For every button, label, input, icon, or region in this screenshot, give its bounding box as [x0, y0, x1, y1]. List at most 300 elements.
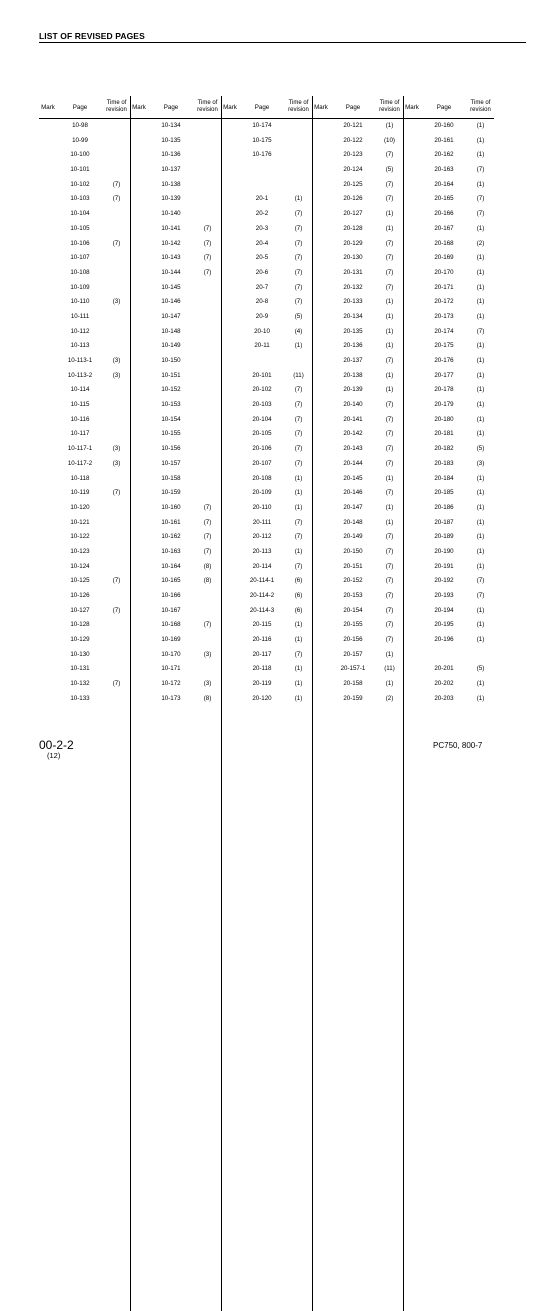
revision-cell — [194, 486, 221, 501]
column-group — [312, 589, 403, 604]
page-cell: 20-125 — [343, 180, 363, 188]
mark-cell — [403, 354, 421, 369]
column-group — [39, 310, 130, 325]
page-cell: 20-108 — [252, 474, 272, 482]
column-group — [312, 237, 403, 252]
column-group — [39, 134, 130, 149]
page-cell: 20-139 — [343, 386, 363, 394]
table-row — [39, 192, 494, 207]
column-group — [312, 134, 403, 149]
revision-cell — [194, 192, 221, 207]
column-group — [39, 560, 130, 575]
revision-cell: (1) — [476, 122, 485, 129]
column-group — [403, 222, 494, 237]
mark-cell — [312, 574, 330, 589]
page-cell: 20-137 — [343, 357, 363, 364]
column-group — [39, 633, 130, 648]
table-row — [39, 648, 494, 663]
mark-cell — [39, 413, 57, 428]
column-group — [221, 662, 312, 677]
revision-cell: (1) — [476, 254, 485, 262]
mark-cell — [403, 692, 421, 707]
page-cell: 10-98 — [72, 122, 88, 129]
page-cell: 20-168 — [434, 239, 454, 247]
mark-cell — [403, 413, 421, 428]
mark-cell — [403, 516, 421, 531]
column-group — [312, 178, 403, 193]
page-cell: 20-107 — [252, 459, 272, 467]
column-group — [403, 427, 494, 442]
page-cell: 10-132 — [70, 680, 90, 688]
header-page: Page — [163, 104, 179, 111]
page-cell: 10-168 — [161, 621, 181, 629]
mark-cell — [403, 266, 421, 281]
column-group — [39, 618, 130, 633]
column-group — [130, 442, 221, 457]
page-cell: 20-192 — [434, 577, 454, 585]
revision-cell — [194, 662, 221, 677]
column-group — [130, 207, 221, 222]
mark-cell — [39, 178, 57, 193]
column-group — [221, 266, 312, 281]
table-row — [39, 413, 494, 428]
page-cell: 20-185 — [434, 489, 454, 497]
page-cell: 10-139 — [161, 195, 181, 203]
revision-cell — [194, 472, 221, 487]
column-group — [130, 266, 221, 281]
mark-cell — [221, 618, 239, 633]
revision-cell — [103, 472, 130, 487]
page-cell: 20-181 — [434, 430, 454, 438]
table-row — [39, 163, 494, 178]
page-cell: 20-124 — [343, 166, 363, 174]
column-group — [403, 134, 494, 149]
mark-cell — [130, 237, 148, 252]
revision-cell: (7) — [385, 577, 394, 585]
mark-cell — [130, 222, 148, 237]
column-group — [403, 354, 494, 369]
page-cell: 20-114-3 — [249, 606, 275, 614]
column-group — [403, 692, 494, 707]
column-group — [221, 148, 312, 163]
table-row — [39, 207, 494, 222]
mark-cell — [39, 207, 57, 222]
revision-cell — [103, 530, 130, 545]
page-cell: 10-147 — [161, 312, 181, 320]
column-group — [403, 472, 494, 487]
column-group — [221, 339, 312, 354]
mark-cell — [403, 662, 421, 677]
revision-cell — [103, 662, 130, 677]
table-row — [39, 545, 494, 560]
revision-cell — [103, 383, 130, 398]
mark-cell — [403, 589, 421, 604]
column-group — [312, 618, 403, 633]
column-group — [221, 310, 312, 325]
column-group — [39, 178, 130, 193]
page-cell: 20-191 — [434, 562, 454, 570]
mark-cell — [39, 237, 57, 252]
mark-cell — [130, 295, 148, 310]
page-cell: 10-117-1 — [67, 445, 93, 453]
mark-cell — [312, 369, 330, 384]
column-group — [130, 574, 221, 589]
column-group — [403, 281, 494, 296]
column-group — [130, 545, 221, 560]
revision-cell: (1) — [476, 312, 485, 320]
mark-cell — [403, 339, 421, 354]
revision-cell: (7) — [385, 239, 394, 247]
column-group — [403, 266, 494, 281]
column-group — [403, 574, 494, 589]
mark-cell — [221, 207, 239, 222]
page-cell: 20-173 — [434, 312, 454, 320]
table-row — [39, 692, 494, 707]
page-cell: 20-141 — [343, 415, 363, 423]
column-group — [312, 516, 403, 531]
revision-cell: (7) — [385, 195, 394, 203]
column-group — [130, 501, 221, 516]
page-cell: 10-169 — [161, 636, 181, 644]
revision-cell — [194, 354, 221, 369]
mark-cell — [221, 178, 239, 193]
mark-cell — [130, 560, 148, 575]
table-row — [39, 574, 494, 589]
header-time: Time of revision — [470, 100, 491, 113]
column-group — [221, 192, 312, 207]
mark-cell — [403, 574, 421, 589]
mark-cell — [403, 472, 421, 487]
mark-cell — [130, 618, 148, 633]
revision-cell — [103, 618, 130, 633]
page-cell: 10-157 — [161, 459, 181, 467]
mark-cell — [221, 134, 239, 149]
page-cell: 10-146 — [161, 298, 181, 306]
mark-cell — [39, 398, 57, 413]
column-group — [312, 692, 403, 707]
page-cell: 20-195 — [434, 621, 454, 629]
mark-cell — [221, 604, 239, 619]
revision-cell: (1) — [385, 371, 394, 379]
column-group — [221, 516, 312, 531]
revision-cell: (1) — [294, 489, 303, 497]
mark-cell — [312, 339, 330, 354]
revision-cell — [103, 692, 130, 707]
revision-cell: (3) — [112, 459, 121, 467]
column-group — [130, 148, 221, 163]
revision-cell: (7) — [203, 254, 212, 262]
column-group — [221, 618, 312, 633]
column-group — [312, 501, 403, 516]
column-group — [221, 633, 312, 648]
mark-cell — [312, 530, 330, 545]
page-cell: 20-103 — [252, 401, 272, 409]
page-cell: 10-129 — [70, 636, 90, 644]
page-cell: 10-119 — [70, 489, 90, 497]
page-cell: 20-2 — [255, 210, 269, 218]
mark-cell — [403, 237, 421, 252]
page-cell: 20-187 — [434, 518, 454, 526]
mark-cell — [221, 677, 239, 692]
revision-cell: (11) — [384, 665, 395, 673]
column-group — [403, 589, 494, 604]
mark-cell — [130, 192, 148, 207]
header-time: Time of revision — [197, 100, 218, 113]
column-group — [403, 662, 494, 677]
revision-cell: (8) — [203, 694, 212, 702]
revision-cell: (5) — [476, 445, 485, 453]
column-group — [221, 369, 312, 384]
revision-cell: (1) — [294, 547, 303, 555]
revision-cell: (7) — [385, 430, 394, 438]
page-cell: 10-142 — [161, 239, 181, 247]
revision-cell: (1) — [476, 503, 485, 511]
mark-cell — [312, 618, 330, 633]
column-group — [221, 604, 312, 619]
page-cell: 10-144 — [161, 268, 181, 276]
revision-cell — [103, 427, 130, 442]
revision-cell: (7) — [294, 298, 303, 306]
revision-cell — [285, 354, 312, 369]
page-cell: 10-153 — [161, 401, 181, 409]
mark-cell — [403, 148, 421, 163]
mark-cell — [39, 369, 57, 384]
mark-cell — [403, 383, 421, 398]
revision-cell: (1) — [476, 636, 485, 644]
mark-cell — [130, 119, 148, 134]
page-cell: 10-166 — [161, 592, 181, 599]
footer-revision: (12) — [47, 751, 61, 760]
revision-cell: (3) — [112, 445, 121, 453]
column-group — [39, 339, 130, 354]
page-cell: 20-183 — [434, 459, 454, 467]
mark-cell — [39, 383, 57, 398]
column-group — [403, 530, 494, 545]
column-group — [130, 251, 221, 266]
table-row — [39, 530, 494, 545]
column-group — [39, 266, 130, 281]
column-group — [39, 604, 130, 619]
column-group — [221, 237, 312, 252]
column-group — [39, 413, 130, 428]
page-cell: 10-114 — [70, 386, 90, 394]
revision-cell: (1) — [476, 386, 485, 394]
revision-cell — [194, 163, 221, 178]
revision-cell: (1) — [476, 430, 485, 438]
mark-cell — [130, 457, 148, 472]
revision-cell: (7) — [385, 562, 394, 570]
revision-cell — [103, 501, 130, 516]
page-cell: 20-118 — [252, 665, 272, 673]
column-group — [130, 662, 221, 677]
revision-cell: (8) — [203, 577, 212, 585]
column-group — [312, 383, 403, 398]
mark-cell — [39, 486, 57, 501]
column-group — [130, 677, 221, 692]
revision-cell: (7) — [294, 268, 303, 276]
mark-cell — [221, 339, 239, 354]
page-cell: 20-126 — [343, 195, 363, 203]
page-cell: 20-182 — [434, 445, 454, 453]
page-cell: 20-120 — [252, 694, 272, 702]
revision-cell — [194, 398, 221, 413]
revision-cell: (1) — [476, 694, 485, 702]
page-cell: 10-175 — [252, 136, 272, 144]
revision-cell: (7) — [294, 430, 303, 438]
mark-cell — [130, 427, 148, 442]
mark-cell — [130, 589, 148, 604]
mark-cell — [130, 530, 148, 545]
page-cell: 20-160 — [434, 122, 454, 129]
revision-cell: (7) — [476, 577, 485, 585]
page-cell: 10-127 — [70, 606, 90, 614]
revision-cell: (7) — [294, 562, 303, 570]
revision-cell — [194, 281, 221, 296]
column-group — [312, 457, 403, 472]
revision-cell — [194, 148, 221, 163]
revision-cell: (7) — [385, 621, 394, 629]
page-cell: 10-150 — [161, 357, 181, 364]
revision-cell: (5) — [294, 312, 303, 320]
column-group — [312, 251, 403, 266]
column-group — [221, 163, 312, 178]
revision-cell: (7) — [294, 254, 303, 262]
page-cell: 10-162 — [161, 533, 181, 541]
revision-cell: (1) — [476, 151, 485, 159]
column-group — [39, 648, 130, 663]
revision-cell: (7) — [294, 533, 303, 541]
revision-cell: (3) — [476, 459, 485, 467]
column-group — [130, 354, 221, 369]
page-cell: 20-102 — [252, 386, 272, 394]
revision-cell: (1) — [385, 342, 394, 350]
column-group — [39, 383, 130, 398]
column-group — [221, 251, 312, 266]
table-row — [39, 604, 494, 619]
page-cell: 10-164 — [161, 562, 181, 570]
revision-cell: (1) — [476, 298, 485, 306]
revision-cell: (2) — [385, 694, 394, 702]
mark-cell — [312, 427, 330, 442]
page-cell: 20-156 — [343, 636, 363, 644]
mark-cell — [130, 442, 148, 457]
table-row — [39, 325, 494, 340]
page-cell: 20-174 — [434, 327, 454, 335]
revision-cell: (7) — [385, 283, 394, 291]
table-row — [39, 633, 494, 648]
revision-cell: (6) — [294, 606, 303, 614]
revision-cell — [103, 398, 130, 413]
revision-cell: (7) — [385, 606, 394, 614]
column-group — [130, 237, 221, 252]
mark-cell — [221, 574, 239, 589]
revision-cell: (1) — [476, 283, 485, 291]
revision-cell: (7) — [476, 210, 485, 218]
revision-cell — [194, 119, 221, 134]
mark-cell — [312, 398, 330, 413]
page-cell: 20-121 — [343, 122, 363, 129]
column-group — [130, 648, 221, 663]
page-cell: 20-3 — [255, 224, 269, 232]
column-group — [312, 648, 403, 663]
page-cell: 10-118 — [70, 474, 90, 482]
mark-cell — [221, 633, 239, 648]
mark-cell — [130, 545, 148, 560]
column-group — [403, 119, 494, 134]
revision-cell: (8) — [203, 562, 212, 570]
column-group — [39, 530, 130, 545]
revision-cell: (7) — [294, 415, 303, 423]
column-group — [312, 369, 403, 384]
mark-cell — [403, 207, 421, 222]
column-group — [403, 383, 494, 398]
page-cell: 10-135 — [161, 136, 181, 144]
page-cell: 10-122 — [70, 533, 90, 541]
column-group — [130, 413, 221, 428]
revision-cell: (10) — [383, 136, 395, 144]
page-cell: 20-106 — [252, 445, 272, 453]
revision-cell: (7) — [294, 650, 303, 658]
revision-cell: (1) — [385, 680, 394, 688]
page-cell: 20-115 — [252, 621, 272, 629]
table-row — [39, 677, 494, 692]
mark-cell — [403, 310, 421, 325]
revision-cell — [103, 281, 130, 296]
revision-cell — [194, 178, 221, 193]
page-cell: 20-9 — [255, 312, 269, 320]
revision-cell: (7) — [476, 195, 485, 203]
revision-cell: (7) — [294, 445, 303, 453]
page-cell: 20-109 — [252, 489, 272, 497]
column-group — [403, 501, 494, 516]
table-row — [39, 237, 494, 252]
page-cell: 20-133 — [343, 298, 363, 306]
mark-cell — [403, 501, 421, 516]
revision-cell — [194, 413, 221, 428]
mark-cell — [130, 398, 148, 413]
mark-cell — [403, 398, 421, 413]
footer-page-number: 00-2-2 — [39, 738, 74, 752]
mark-cell — [312, 604, 330, 619]
revision-cell: (1) — [294, 195, 303, 203]
page-cell: 20-127 — [343, 210, 363, 218]
mark-cell — [39, 251, 57, 266]
table-row — [39, 148, 494, 163]
mark-cell — [312, 501, 330, 516]
column-group — [221, 560, 312, 575]
revision-cell: (11) — [293, 371, 304, 379]
page-cell: 10-141 — [161, 224, 181, 232]
revision-cell — [285, 134, 312, 149]
column-group — [312, 207, 403, 222]
mark-cell — [130, 178, 148, 193]
revision-cell: (1) — [476, 680, 485, 688]
mark-cell — [39, 516, 57, 531]
column-group — [221, 574, 312, 589]
revision-cell: (1) — [476, 621, 485, 629]
revision-cell — [103, 413, 130, 428]
table-row — [39, 472, 494, 487]
column-group — [403, 516, 494, 531]
mark-cell — [39, 427, 57, 442]
page-cell: 20-147 — [343, 503, 363, 511]
revision-cell — [103, 589, 130, 604]
revision-cell: (7) — [203, 268, 212, 276]
page-cell: 10-104 — [70, 210, 90, 218]
column-group — [130, 119, 221, 134]
table-row — [39, 266, 494, 281]
revision-cell: (7) — [112, 489, 121, 497]
